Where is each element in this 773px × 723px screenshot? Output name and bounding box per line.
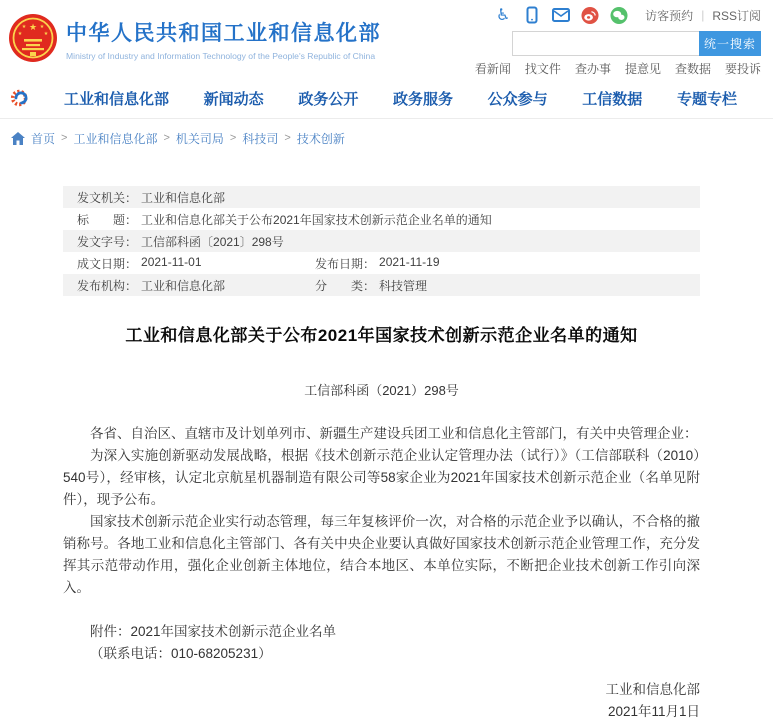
topbar-links: [645, 7, 761, 24]
breadcrumb-separator: >: [61, 132, 68, 144]
breadcrumb: [0, 119, 773, 157]
quick-link-services[interactable]: 查办事: [574, 62, 611, 76]
svg-text:★: ★: [28, 22, 38, 32]
meta-value: 科技管理: [379, 278, 428, 293]
paragraph-salutation: 各省、自治区、直辖市及计划单列市、新疆生产建设兵团工业和信息化主管部门，有关中央管理企业：: [90, 426, 698, 441]
breadcrumb-separator: >: [229, 132, 237, 144]
nav-item-miit-data[interactable]: 工信数据: [582, 90, 643, 108]
meta-label: 分 类：: [315, 278, 376, 293]
nav-item-public-participation[interactable]: 公众参与: [487, 90, 548, 108]
breadcrumb-departments[interactable]: 机关司局: [175, 131, 224, 146]
breadcrumb-tech-innovation[interactable]: 技术创新: [296, 131, 345, 146]
national-emblem-icon: [8, 12, 58, 64]
meta-value: 工业和信息化部: [141, 190, 226, 205]
accessibility-icon[interactable]: ♿: [496, 5, 511, 24]
meta-value: 2021-11-01: [141, 254, 202, 269]
document-body: [63, 423, 700, 599]
wechat-icon[interactable]: [610, 6, 628, 24]
breadcrumb-home[interactable]: 首页: [31, 131, 56, 146]
page-title: 工业和信息化部关于公布2021年国家技术创新示范企业名单的通知: [125, 326, 638, 345]
breadcrumb-science-dept[interactable]: 科技司: [242, 131, 279, 146]
meta-row-issuing-authority: [63, 186, 700, 208]
meta-row-dates: [63, 252, 700, 274]
svg-text:★: ★: [17, 31, 23, 37]
quick-link-files[interactable]: 找文件: [524, 62, 561, 76]
meta-label: 发文字号：: [77, 234, 138, 249]
rss-link[interactable]: RSS订阅: [712, 8, 761, 23]
nav-items: [0, 88, 773, 109]
search-button[interactable]: 统一搜索: [699, 31, 761, 56]
site-header: [0, 0, 773, 78]
quick-link-data[interactable]: 查数据: [674, 62, 711, 76]
mail-icon[interactable]: [552, 6, 570, 24]
meta-row-doc-number: [63, 230, 700, 252]
paragraph-announcement: 为深入实施创新驱动发展战略，根据《技术创新示范企业认定管理办法（试行）》（工信部联科（2010）540号），经审核，认定北京航星机器制造有限公司等58家企业为2021年国家技术创新示范企业（名单见附件），现予公布。: [63, 448, 700, 507]
nav-item-miit[interactable]: 工业和信息化部: [64, 90, 170, 108]
meta-label: 发布日期：: [315, 256, 376, 271]
meta-value: 2021-11-19: [379, 254, 440, 269]
signature-block: [63, 679, 700, 723]
home-icon[interactable]: [11, 132, 25, 145]
quick-link-news[interactable]: 看新闻: [474, 62, 511, 76]
breadcrumb-separator: >: [163, 132, 170, 144]
breadcrumb-miit[interactable]: 工业和信息化部: [73, 131, 158, 146]
topbar-utilities: [494, 6, 761, 24]
svg-text:★: ★: [43, 31, 49, 37]
svg-text:★: ★: [39, 24, 45, 30]
topbar-separator: |: [701, 8, 705, 22]
signature-date: 2021年11月1日: [607, 704, 700, 719]
meta-value: 工信部科函〔2021〕298号: [141, 234, 284, 249]
meta-value: 工业和信息化部关于公布2021年国家技术创新示范企业名单的通知: [141, 212, 492, 227]
meta-label: 发文机关：: [77, 190, 138, 205]
weibo-icon[interactable]: [581, 6, 599, 24]
search-input[interactable]: [512, 31, 699, 56]
nav-item-news[interactable]: 新闻动态: [203, 90, 264, 108]
nav-item-gov-disclosure[interactable]: 政务公开: [298, 90, 359, 108]
attachment-block: [63, 621, 700, 665]
miit-gear-logo-icon: [10, 87, 32, 109]
nav-item-gov-services[interactable]: 政务服务: [392, 90, 453, 108]
quick-link-complaint[interactable]: 要投诉: [724, 62, 761, 76]
meta-label: 标 题：: [77, 212, 138, 227]
main-nav: [0, 78, 773, 119]
document-number: 工信部科函（2021）298号: [304, 383, 459, 398]
contact-line: （联系电话：010-68205231）: [90, 646, 272, 661]
meta-label: 成文日期：: [77, 256, 138, 271]
nav-item-special-columns[interactable]: 专题专栏: [676, 90, 737, 108]
attachment-line[interactable]: 附件：2021年国家技术创新示范企业名单: [90, 624, 337, 639]
paragraph-management: 国家技术创新示范企业实行动态管理，每三年复核评价一次，对合格的示范企业予以确认，不合格的撤销称号。各地工业和信息化主管部门、各有关中央企业要认真做好国家技术创新示范企业管理工作，充分发挥其示范带动作用，强化企业创新主体地位，结合本地区、本单位实际，不断把企业技术创新工作引向深入。: [63, 514, 700, 595]
meta-value: 工业和信息化部: [141, 278, 226, 293]
site-title-en: Ministry of Industry and Information Technology of the People's Republic of China: [66, 51, 376, 61]
mobile-icon[interactable]: [523, 6, 541, 24]
meta-row-title: [63, 208, 700, 230]
quick-links-row: [475, 60, 761, 77]
unified-search: [512, 31, 761, 56]
site-title-cn: 中华人民共和国工业和信息化部: [66, 22, 381, 45]
meta-label: 发布机构：: [77, 278, 138, 293]
svg-text:★: ★: [21, 24, 27, 30]
document-meta-table: [63, 186, 700, 296]
visitor-appointment-link[interactable]: 访客预约: [645, 8, 694, 23]
meta-row-publisher-category: [63, 274, 700, 296]
document-content: [63, 186, 700, 723]
quick-link-suggest[interactable]: 提意见: [624, 62, 661, 76]
site-title-block: [66, 17, 381, 61]
breadcrumb-separator: >: [284, 132, 291, 144]
signature-org: 工业和信息化部: [605, 682, 700, 697]
